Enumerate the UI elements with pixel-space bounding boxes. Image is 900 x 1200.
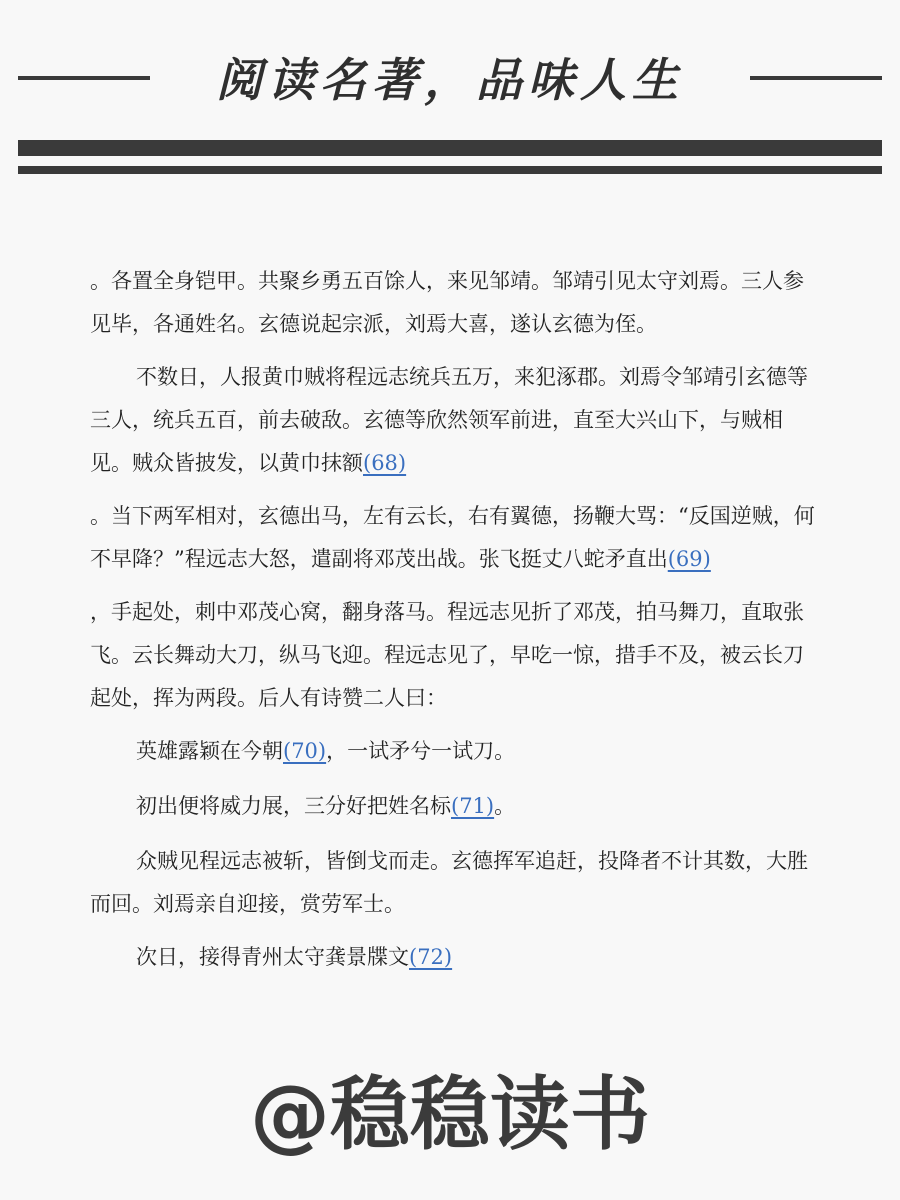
paragraph-1 (90, 260, 815, 346)
page-title: 阅读名著，品味人生 (216, 53, 684, 107)
paragraph-text: 。当下两军相对，玄德出马，左有云长，右有翼德，扬鞭大骂：“反国逆贼，何不早降？”程远志大怒，遣副将邓茂出战。张飞挺丈八蛇矛直出 (90, 504, 815, 571)
poem-line-2 (90, 785, 815, 828)
header-banner (18, 48, 882, 112)
poem-text: 英雄露颖在今朝 (136, 739, 283, 763)
poem-text: ，一试矛兮一试刀。 (326, 739, 516, 763)
paragraph-text: 次日，接得青州太守龚景牒文 (136, 945, 409, 969)
paragraph-text: 不数日，人报黄巾贼将程远志统兵五万，来犯涿郡。刘焉令邹靖引玄德等三人，统兵五百，前去破敌。玄德等欣然领军前进，直至大兴山下，与贼相见。贼众皆披发，以黄巾抹额 (90, 365, 808, 475)
poem-line-1 (90, 730, 815, 773)
footnote-link-68[interactable]: (68) (363, 451, 407, 475)
paragraph-2 (90, 356, 815, 485)
poem-text: 。 (494, 794, 516, 818)
footnote-link-70[interactable]: (70) (283, 739, 327, 763)
footnote-link-69[interactable]: (69) (667, 547, 711, 571)
poem-text: 初出便将威力展，三分好把姓名标 (136, 794, 451, 818)
footnote-link-71[interactable]: (71) (451, 794, 495, 818)
author-handle: @稳稳读书 (250, 1068, 650, 1161)
paragraph-4 (90, 591, 815, 720)
paragraph-7 (90, 840, 815, 926)
header-rule-left (18, 76, 150, 80)
divider-thick (18, 140, 882, 156)
article-body (90, 260, 815, 989)
paragraph-text: 。各置全身铠甲。共聚乡勇五百馀人，来见邹靖。邹靖引见太守刘焉。三人参见毕，各通姓名。玄德说起宗派，刘焉大喜，遂认玄德为侄。 (90, 269, 804, 336)
divider-thin (18, 166, 882, 174)
header-rule-right (750, 76, 882, 80)
paragraph-text: ，手起处，刺中邓茂心窝，翻身落马。程远志见折了邓茂，拍马舞刀，直取张飞。云长舞动大刀，纵马飞迎。程远志见了，早吃一惊，措手不及，被云长刀起处，挥为两段。后人有诗赞二人曰： (90, 600, 804, 710)
paragraph-3 (90, 495, 815, 581)
paragraph-8 (90, 936, 815, 979)
paragraph-text: 众贼见程远志被斩，皆倒戈而走。玄德挥军追赶，投降者不计其数，大胜而回。刘焉亲自迎接，赏劳军士。 (90, 849, 808, 916)
footnote-link-72[interactable]: (72) (409, 945, 453, 969)
